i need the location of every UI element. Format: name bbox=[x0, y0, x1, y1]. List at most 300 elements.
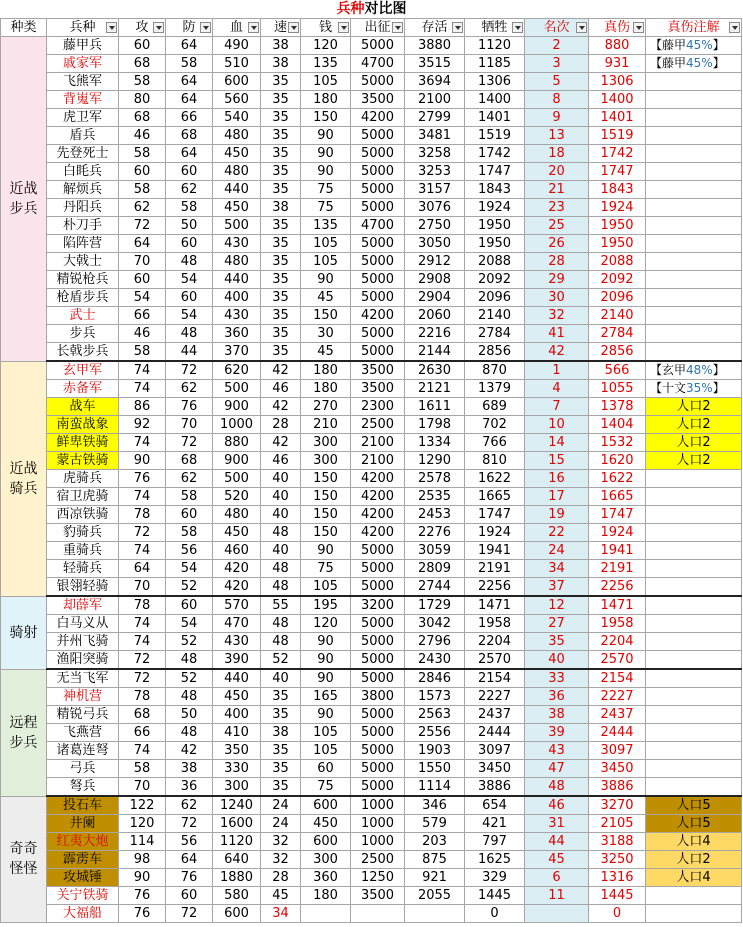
survived-cell: 2908 bbox=[405, 271, 465, 289]
true-damage-cell: 1620 bbox=[589, 452, 646, 470]
true-damage-cell: 1519 bbox=[589, 127, 646, 145]
cost-cell: 90 bbox=[301, 669, 351, 688]
speed-cell: 28 bbox=[261, 869, 301, 887]
table-row bbox=[1, 724, 742, 742]
unit-name-cell: 投石车 bbox=[47, 796, 119, 815]
sacrificed-cell: 2856 bbox=[465, 343, 525, 362]
cost-cell: 135 bbox=[301, 55, 351, 73]
sacrificed-cell: 1445 bbox=[465, 887, 525, 905]
attack-cell: 58 bbox=[119, 343, 166, 362]
true-damage-note-cell bbox=[646, 506, 742, 524]
attack-cell: 68 bbox=[119, 109, 166, 127]
rank-cell: 17 bbox=[525, 488, 589, 506]
unit-name-cell: 大戟士 bbox=[47, 253, 119, 271]
sacrificed-cell: 1400 bbox=[465, 91, 525, 109]
deployed-cell: 5000 bbox=[351, 235, 405, 253]
unit-name-cell: 长戟步兵 bbox=[47, 343, 119, 362]
table-row bbox=[1, 596, 742, 615]
filter-dropdown-icon[interactable] bbox=[200, 22, 211, 33]
unit-name-cell: 背嵬军 bbox=[47, 91, 119, 109]
category-cell: 近战步兵 bbox=[1, 37, 47, 362]
survived-cell: 3050 bbox=[405, 235, 465, 253]
attack-cell: 74 bbox=[119, 380, 166, 398]
true-damage-cell: 2570 bbox=[589, 651, 646, 670]
cost-cell: 210 bbox=[301, 416, 351, 434]
table-row bbox=[1, 73, 742, 91]
true-damage-note-cell bbox=[646, 181, 742, 199]
rank-cell: 42 bbox=[525, 343, 589, 362]
rank-cell: 9 bbox=[525, 109, 589, 127]
filter-dropdown-icon[interactable] bbox=[288, 22, 299, 33]
header-unit-name bbox=[47, 19, 119, 37]
hp-cell: 1880 bbox=[213, 869, 261, 887]
hp-cell: 330 bbox=[213, 760, 261, 778]
cost-cell: 105 bbox=[301, 253, 351, 271]
sacrificed-cell: 1519 bbox=[465, 127, 525, 145]
sacrificed-cell: 0 bbox=[465, 905, 525, 923]
rank-cell: 22 bbox=[525, 524, 589, 542]
cost-cell: 60 bbox=[301, 760, 351, 778]
cost-cell: 30 bbox=[301, 325, 351, 343]
speed-cell: 35 bbox=[261, 343, 301, 362]
speed-cell: 35 bbox=[261, 307, 301, 325]
hp-cell: 900 bbox=[213, 452, 261, 470]
true-damage-note-cell bbox=[646, 325, 742, 343]
survived-cell: 2563 bbox=[405, 706, 465, 724]
filter-dropdown-icon[interactable] bbox=[248, 22, 259, 33]
defense-cell: 64 bbox=[166, 145, 213, 163]
cost-cell: 150 bbox=[301, 506, 351, 524]
hp-cell: 480 bbox=[213, 127, 261, 145]
sacrificed-cell: 654 bbox=[465, 796, 525, 815]
attack-cell: 66 bbox=[119, 724, 166, 742]
true-damage-cell: 2140 bbox=[589, 307, 646, 325]
deployed-cell: 1000 bbox=[351, 796, 405, 815]
cost-cell: 300 bbox=[301, 851, 351, 869]
filter-dropdown-icon[interactable] bbox=[338, 22, 349, 33]
filter-dropdown-icon[interactable] bbox=[153, 22, 164, 33]
rank-cell: 38 bbox=[525, 706, 589, 724]
speed-cell: 48 bbox=[261, 615, 301, 633]
cost-cell: 180 bbox=[301, 361, 351, 380]
hp-cell: 480 bbox=[213, 506, 261, 524]
defense-cell: 56 bbox=[166, 542, 213, 560]
attack-cell: 66 bbox=[119, 307, 166, 325]
defense-cell: 60 bbox=[166, 887, 213, 905]
filter-dropdown-icon[interactable] bbox=[633, 22, 644, 33]
deployed-cell: 5000 bbox=[351, 542, 405, 560]
table-row bbox=[1, 815, 742, 833]
cost-cell: 90 bbox=[301, 651, 351, 670]
sheet-title bbox=[0, 0, 743, 18]
true-damage-note-cell bbox=[646, 596, 742, 615]
rank-cell: 27 bbox=[525, 615, 589, 633]
rank-cell: 30 bbox=[525, 289, 589, 307]
attack-cell: 74 bbox=[119, 633, 166, 651]
true-damage-cell: 1665 bbox=[589, 488, 646, 506]
survived-cell: 3157 bbox=[405, 181, 465, 199]
cost-cell: 75 bbox=[301, 181, 351, 199]
survived-cell: 3253 bbox=[405, 163, 465, 181]
rank-cell: 23 bbox=[525, 199, 589, 217]
hp-cell: 450 bbox=[213, 199, 261, 217]
survived-cell: 1290 bbox=[405, 452, 465, 470]
attack-cell: 90 bbox=[119, 452, 166, 470]
defense-cell: 64 bbox=[166, 851, 213, 869]
survived-cell: 3694 bbox=[405, 73, 465, 91]
table-row bbox=[1, 163, 742, 181]
true-damage-note-cell bbox=[646, 887, 742, 905]
sacrificed-cell: 1401 bbox=[465, 109, 525, 127]
attack-cell: 74 bbox=[119, 434, 166, 452]
hp-cell: 430 bbox=[213, 633, 261, 651]
defense-cell: 58 bbox=[166, 524, 213, 542]
header-label: 真伤 bbox=[603, 20, 630, 35]
hp-cell: 410 bbox=[213, 724, 261, 742]
hp-cell: 500 bbox=[213, 470, 261, 488]
true-damage-note-cell bbox=[646, 289, 742, 307]
true-damage-cell: 1843 bbox=[589, 181, 646, 199]
deployed-cell: 4200 bbox=[351, 524, 405, 542]
defense-cell: 52 bbox=[166, 578, 213, 597]
hp-cell: 390 bbox=[213, 651, 261, 670]
survived-cell: 2630 bbox=[405, 361, 465, 380]
filter-dropdown-icon[interactable] bbox=[392, 22, 403, 33]
attack-cell: 74 bbox=[119, 361, 166, 380]
true-damage-note-cell bbox=[646, 724, 742, 742]
sacrificed-cell: 2096 bbox=[465, 289, 525, 307]
survived-cell: 2809 bbox=[405, 560, 465, 578]
attack-cell: 64 bbox=[119, 235, 166, 253]
true-damage-cell: 1316 bbox=[589, 869, 646, 887]
deployed-cell: 5000 bbox=[351, 181, 405, 199]
sacrificed-cell: 2092 bbox=[465, 271, 525, 289]
sacrificed-cell: 1950 bbox=[465, 217, 525, 235]
true-damage-cell: 2191 bbox=[589, 560, 646, 578]
survived-cell: 3076 bbox=[405, 199, 465, 217]
defense-cell: 52 bbox=[166, 669, 213, 688]
survived-cell: 203 bbox=[405, 833, 465, 851]
sacrificed-cell: 2227 bbox=[465, 688, 525, 706]
survived-cell: 2750 bbox=[405, 217, 465, 235]
rank-cell: 37 bbox=[525, 578, 589, 597]
table-row bbox=[1, 452, 742, 470]
true-damage-note-cell bbox=[646, 524, 742, 542]
deployed-cell: 3500 bbox=[351, 361, 405, 380]
true-damage-note-cell: 人口2 bbox=[646, 851, 742, 869]
unit-name-cell: 丹阳兵 bbox=[47, 199, 119, 217]
cost-cell: 300 bbox=[301, 452, 351, 470]
true-damage-note-cell bbox=[646, 109, 742, 127]
defense-cell: 62 bbox=[166, 181, 213, 199]
deployed-cell: 5000 bbox=[351, 127, 405, 145]
cost-cell: 300 bbox=[301, 434, 351, 452]
true-damage-cell: 931 bbox=[589, 55, 646, 73]
sacrificed-cell: 1185 bbox=[465, 55, 525, 73]
true-damage-cell: 1622 bbox=[589, 470, 646, 488]
true-damage-note-cell bbox=[646, 760, 742, 778]
survived-cell: 2912 bbox=[405, 253, 465, 271]
unit-name-cell: 陷阵营 bbox=[47, 235, 119, 253]
rank-cell: 7 bbox=[525, 398, 589, 416]
defense-cell: 66 bbox=[166, 109, 213, 127]
category-cell: 奇奇怪怪 bbox=[1, 796, 47, 923]
table-row bbox=[1, 271, 742, 289]
true-damage-note-cell bbox=[646, 706, 742, 724]
attack-cell: 64 bbox=[119, 560, 166, 578]
hp-cell: 470 bbox=[213, 615, 261, 633]
rank-cell: 45 bbox=[525, 851, 589, 869]
attack-cell: 70 bbox=[119, 778, 166, 797]
rank-cell: 20 bbox=[525, 163, 589, 181]
hp-cell: 500 bbox=[213, 217, 261, 235]
header-label: 真伤注解 bbox=[667, 20, 720, 35]
unit-name-cell: 盾兵 bbox=[47, 127, 119, 145]
defense-cell: 58 bbox=[166, 199, 213, 217]
true-damage-cell: 3250 bbox=[589, 851, 646, 869]
true-damage-cell: 1924 bbox=[589, 524, 646, 542]
defense-cell: 62 bbox=[166, 470, 213, 488]
sacrificed-cell: 2140 bbox=[465, 307, 525, 325]
sacrificed-cell: 2088 bbox=[465, 253, 525, 271]
hp-cell: 490 bbox=[213, 37, 261, 55]
table-row bbox=[1, 235, 742, 253]
unit-name-cell: 西凉铁骑 bbox=[47, 506, 119, 524]
attack-cell: 74 bbox=[119, 542, 166, 560]
deployed-cell: 5000 bbox=[351, 615, 405, 633]
deployed-cell: 5000 bbox=[351, 145, 405, 163]
unit-name-cell: 重骑兵 bbox=[47, 542, 119, 560]
true-damage-cell: 1404 bbox=[589, 416, 646, 434]
defense-cell: 72 bbox=[166, 361, 213, 380]
deployed-cell: 3500 bbox=[351, 887, 405, 905]
attack-cell: 70 bbox=[119, 253, 166, 271]
true-damage-note-cell bbox=[646, 488, 742, 506]
defense-cell: 48 bbox=[166, 651, 213, 670]
true-damage-cell: 1950 bbox=[589, 217, 646, 235]
header-attack bbox=[119, 19, 166, 37]
deployed-cell: 5000 bbox=[351, 271, 405, 289]
deployed-cell: 3200 bbox=[351, 596, 405, 615]
true-damage-note-cell bbox=[646, 91, 742, 109]
unit-name-cell: 神机营 bbox=[47, 688, 119, 706]
cost-cell: 150 bbox=[301, 109, 351, 127]
hp-cell: 440 bbox=[213, 271, 261, 289]
unit-name-cell: 朴刀手 bbox=[47, 217, 119, 235]
true-damage-note-cell bbox=[646, 778, 742, 797]
cost-cell: 135 bbox=[301, 217, 351, 235]
true-damage-note-cell bbox=[646, 742, 742, 760]
sacrificed-cell: 3450 bbox=[465, 760, 525, 778]
defense-cell: 48 bbox=[166, 253, 213, 271]
hp-cell: 420 bbox=[213, 578, 261, 597]
table-row bbox=[1, 524, 742, 542]
deployed-cell: 4200 bbox=[351, 488, 405, 506]
attack-cell: 114 bbox=[119, 833, 166, 851]
header-label: 兵种 bbox=[69, 20, 96, 35]
speed-cell: 32 bbox=[261, 833, 301, 851]
defense-cell: 54 bbox=[166, 560, 213, 578]
unit-name-cell: 戚家军 bbox=[47, 55, 119, 73]
cost-cell: 105 bbox=[301, 235, 351, 253]
filter-dropdown-icon[interactable] bbox=[106, 22, 117, 33]
unit-name-cell: 并州飞骑 bbox=[47, 633, 119, 651]
header-label: 防 bbox=[182, 20, 196, 35]
unit-name-cell: 却薛军 bbox=[47, 596, 119, 615]
rank-cell: 31 bbox=[525, 815, 589, 833]
speed-cell: 40 bbox=[261, 542, 301, 560]
speed-cell: 34 bbox=[261, 905, 301, 923]
hp-cell: 450 bbox=[213, 524, 261, 542]
survived-cell: 1114 bbox=[405, 778, 465, 797]
attack-cell: 76 bbox=[119, 887, 166, 905]
defense-cell: 72 bbox=[166, 815, 213, 833]
cost-cell: 120 bbox=[301, 37, 351, 55]
attack-cell: 60 bbox=[119, 271, 166, 289]
true-damage-note-cell: 人口2 bbox=[646, 452, 742, 470]
cost-cell: 90 bbox=[301, 127, 351, 145]
header-row bbox=[1, 19, 742, 37]
speed-cell: 24 bbox=[261, 815, 301, 833]
speed-cell: 35 bbox=[261, 271, 301, 289]
speed-cell: 32 bbox=[261, 851, 301, 869]
survived-cell: 3258 bbox=[405, 145, 465, 163]
defense-cell: 50 bbox=[166, 217, 213, 235]
sacrificed-cell: 2437 bbox=[465, 706, 525, 724]
unit-name-cell: 战车 bbox=[47, 398, 119, 416]
hp-cell: 580 bbox=[213, 887, 261, 905]
sacrificed-cell: 1941 bbox=[465, 542, 525, 560]
defense-cell: 58 bbox=[166, 55, 213, 73]
true-damage-cell: 2437 bbox=[589, 706, 646, 724]
table-row bbox=[1, 416, 742, 434]
sacrificed-cell: 810 bbox=[465, 452, 525, 470]
deployed-cell: 3800 bbox=[351, 688, 405, 706]
rank-cell: 18 bbox=[525, 145, 589, 163]
survived-cell: 2846 bbox=[405, 669, 465, 688]
unit-name-cell: 大福船 bbox=[47, 905, 119, 923]
true-damage-cell: 3450 bbox=[589, 760, 646, 778]
header-rank bbox=[525, 19, 589, 37]
cost-cell: 90 bbox=[301, 542, 351, 560]
attack-cell: 76 bbox=[119, 470, 166, 488]
sacrificed-cell: 1958 bbox=[465, 615, 525, 633]
true-damage-cell: 1941 bbox=[589, 542, 646, 560]
sacrificed-cell: 766 bbox=[465, 434, 525, 452]
title-red: 兵种 bbox=[336, 1, 365, 17]
filter-dropdown-icon[interactable] bbox=[729, 22, 740, 33]
attack-cell: 68 bbox=[119, 706, 166, 724]
hp-cell: 440 bbox=[213, 669, 261, 688]
deployed-cell bbox=[351, 905, 405, 923]
sacrificed-cell: 3886 bbox=[465, 778, 525, 797]
attack-cell: 58 bbox=[119, 145, 166, 163]
survived-cell: 2578 bbox=[405, 470, 465, 488]
table-row bbox=[1, 199, 742, 217]
hp-cell: 600 bbox=[213, 73, 261, 91]
filter-dropdown-icon[interactable] bbox=[512, 22, 523, 33]
table-row bbox=[1, 760, 742, 778]
deployed-cell: 5000 bbox=[351, 163, 405, 181]
deployed-cell: 5000 bbox=[351, 253, 405, 271]
speed-cell: 48 bbox=[261, 578, 301, 597]
defense-cell: 62 bbox=[166, 380, 213, 398]
deployed-cell: 4200 bbox=[351, 506, 405, 524]
rank-cell: 2 bbox=[525, 37, 589, 55]
table-row bbox=[1, 55, 742, 73]
speed-cell: 35 bbox=[261, 253, 301, 271]
survived-cell: 2744 bbox=[405, 578, 465, 597]
speed-cell: 35 bbox=[261, 217, 301, 235]
unit-name-cell: 虎卫军 bbox=[47, 109, 119, 127]
defense-cell: 42 bbox=[166, 742, 213, 760]
true-damage-note-cell: 人口5 bbox=[646, 796, 742, 815]
sacrificed-cell: 2154 bbox=[465, 669, 525, 688]
survived-cell: 2121 bbox=[405, 380, 465, 398]
attack-cell: 60 bbox=[119, 163, 166, 181]
hp-cell: 600 bbox=[213, 905, 261, 923]
table-row bbox=[1, 706, 742, 724]
true-damage-cell: 2856 bbox=[589, 343, 646, 362]
filter-dropdown-icon[interactable] bbox=[452, 22, 463, 33]
survived-cell: 579 bbox=[405, 815, 465, 833]
header-true-damage bbox=[589, 19, 646, 37]
sacrificed-cell: 702 bbox=[465, 416, 525, 434]
table-row bbox=[1, 742, 742, 760]
header-label: 攻 bbox=[135, 20, 149, 35]
table-row bbox=[1, 289, 742, 307]
unit-name-cell: 南蛮战象 bbox=[47, 416, 119, 434]
sacrificed-cell: 1665 bbox=[465, 488, 525, 506]
header-defense bbox=[166, 19, 213, 37]
unit-name-cell: 蒙古铁骑 bbox=[47, 452, 119, 470]
deployed-cell: 5000 bbox=[351, 724, 405, 742]
rank-cell: 35 bbox=[525, 633, 589, 651]
true-damage-cell: 566 bbox=[589, 361, 646, 380]
table-row bbox=[1, 615, 742, 633]
survived-cell: 2144 bbox=[405, 343, 465, 362]
hp-cell: 360 bbox=[213, 325, 261, 343]
defense-cell: 58 bbox=[166, 488, 213, 506]
speed-cell: 35 bbox=[261, 742, 301, 760]
speed-cell: 46 bbox=[261, 380, 301, 398]
speed-cell: 40 bbox=[261, 488, 301, 506]
cost-cell: 600 bbox=[301, 833, 351, 851]
unit-name-cell: 解烦兵 bbox=[47, 181, 119, 199]
rank-cell: 28 bbox=[525, 253, 589, 271]
survived-cell: 2100 bbox=[405, 91, 465, 109]
rank-cell: 8 bbox=[525, 91, 589, 109]
hp-cell: 570 bbox=[213, 596, 261, 615]
rank-cell: 14 bbox=[525, 434, 589, 452]
survived-cell: 2430 bbox=[405, 651, 465, 670]
cost-cell: 270 bbox=[301, 398, 351, 416]
deployed-cell: 5000 bbox=[351, 560, 405, 578]
filter-dropdown-icon[interactable] bbox=[576, 22, 587, 33]
survived-cell: 2904 bbox=[405, 289, 465, 307]
true-damage-note-cell bbox=[646, 470, 742, 488]
speed-cell: 35 bbox=[261, 163, 301, 181]
header-label: 钱 bbox=[318, 20, 332, 35]
defense-cell: 60 bbox=[166, 506, 213, 524]
sacrificed-cell: 1924 bbox=[465, 524, 525, 542]
rank-cell: 29 bbox=[525, 271, 589, 289]
hp-cell: 460 bbox=[213, 542, 261, 560]
speed-cell: 38 bbox=[261, 199, 301, 217]
unit-name-cell: 玄甲军 bbox=[47, 361, 119, 380]
unit-name-cell: 飞燕营 bbox=[47, 724, 119, 742]
defense-cell: 76 bbox=[166, 869, 213, 887]
